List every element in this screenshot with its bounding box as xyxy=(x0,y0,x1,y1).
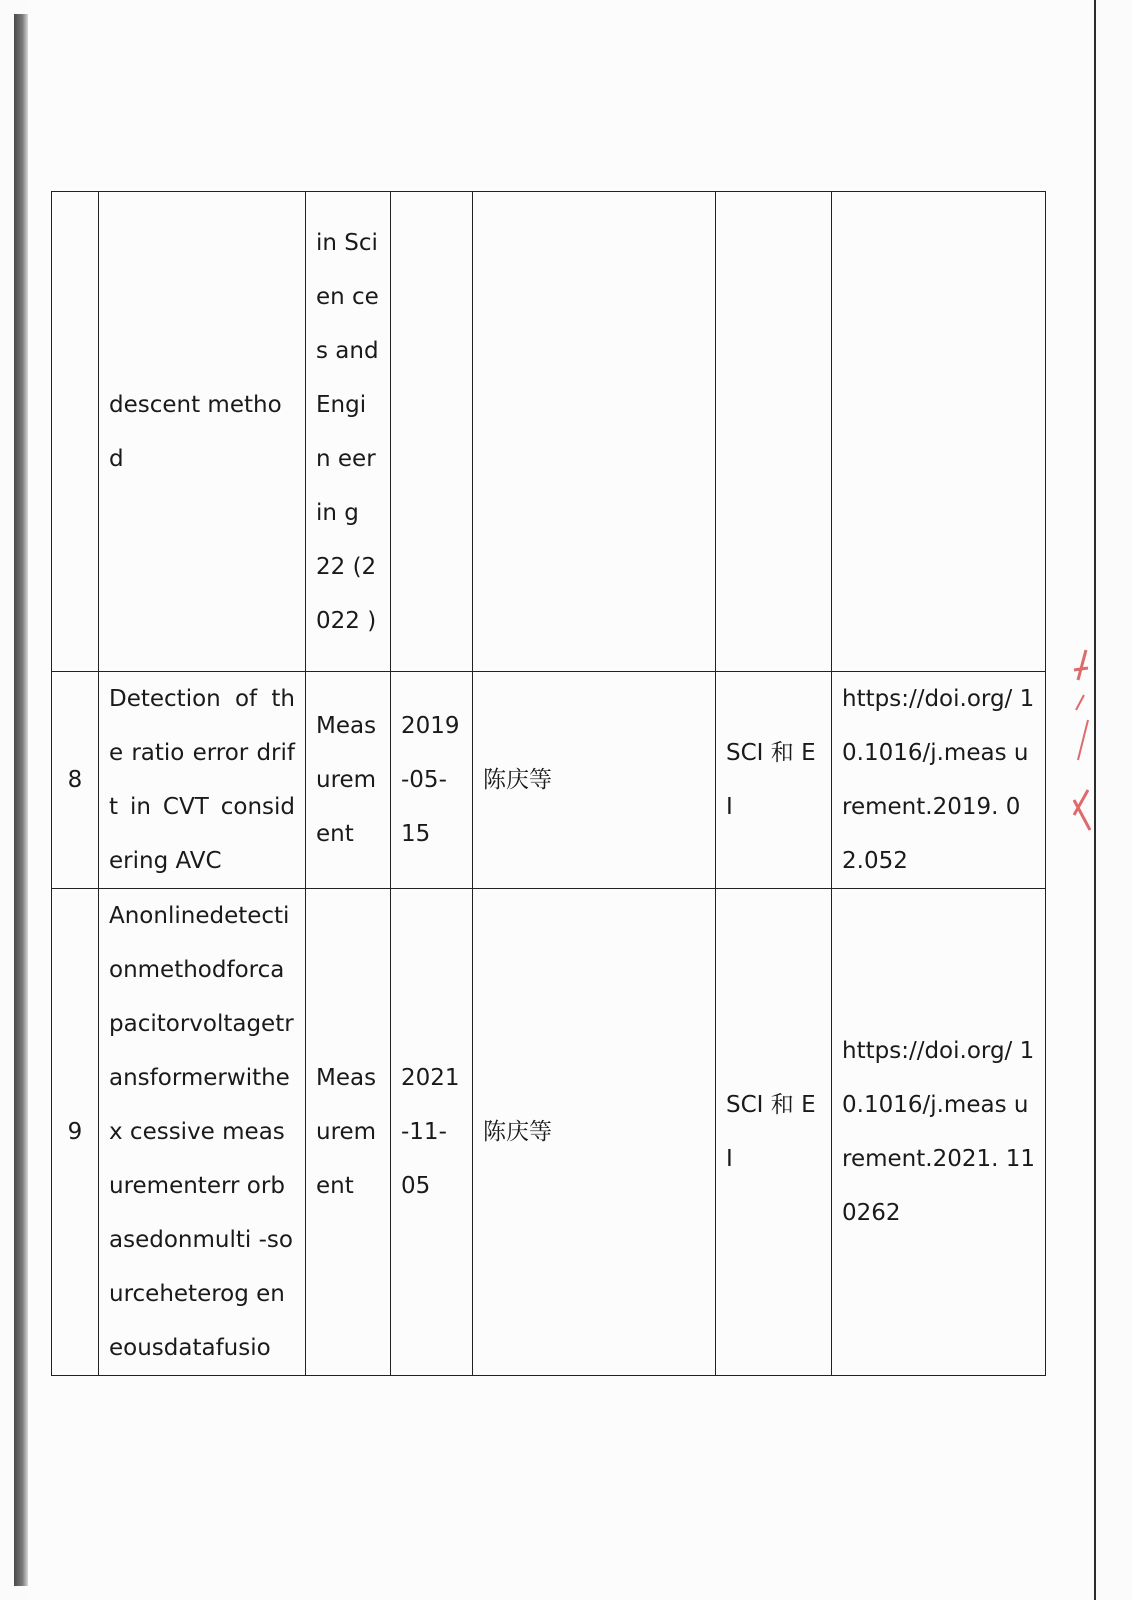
publish-date-cell: 2019 -05- 15 xyxy=(391,672,473,889)
doi-cell xyxy=(832,192,1046,672)
index-type-cell xyxy=(716,192,832,672)
row-index-cell: 8 xyxy=(52,672,99,889)
scan-right-edge xyxy=(1094,0,1096,1600)
journal-cell: Meas urem ent xyxy=(306,672,391,889)
authors-cell xyxy=(473,192,716,672)
table-row xyxy=(52,192,1046,672)
row-index-cell: 9 xyxy=(52,889,99,1376)
scan-left-edge xyxy=(14,14,28,1586)
row-index-cell xyxy=(52,192,99,672)
publish-date-cell: 2021 -11- 05 xyxy=(391,889,473,1376)
doi-cell: https://doi.org/ 10.1016/j.meas urement.2021. 110262 xyxy=(832,889,1046,1376)
journal-cell: in Scien ces and Engin eerin g 22 (2022 ) xyxy=(306,192,391,672)
paper-title-cell: descent method xyxy=(99,192,306,672)
table-row xyxy=(52,672,1046,889)
paper-title-cell: Anonlinedetecti onmethodforca pacitorvoltagetr ansformerwithex cessive measurementerr orbasedonmulti -sourceheterog eneousdatafusio xyxy=(99,889,306,1376)
index-type-cell: SCI 和 EI xyxy=(716,889,832,1376)
authors-cell: 陈庆等 xyxy=(473,889,716,1376)
red-seal-stamp-fragment xyxy=(1068,640,1094,850)
authors-cell: 陈庆等 xyxy=(473,672,716,889)
journal-cell: Meas urem ent xyxy=(306,889,391,1376)
table-row xyxy=(52,889,1046,1376)
index-type-cell: SCI 和 EI xyxy=(716,672,832,889)
doi-cell: https://doi.org/ 10.1016/j.meas urement.2019. 02.052 xyxy=(832,672,1046,889)
papers-table xyxy=(51,191,1046,1376)
publish-date-cell xyxy=(391,192,473,672)
paper-title-cell: Detection of the ratio error drift in CVT considering AVC xyxy=(99,672,306,889)
